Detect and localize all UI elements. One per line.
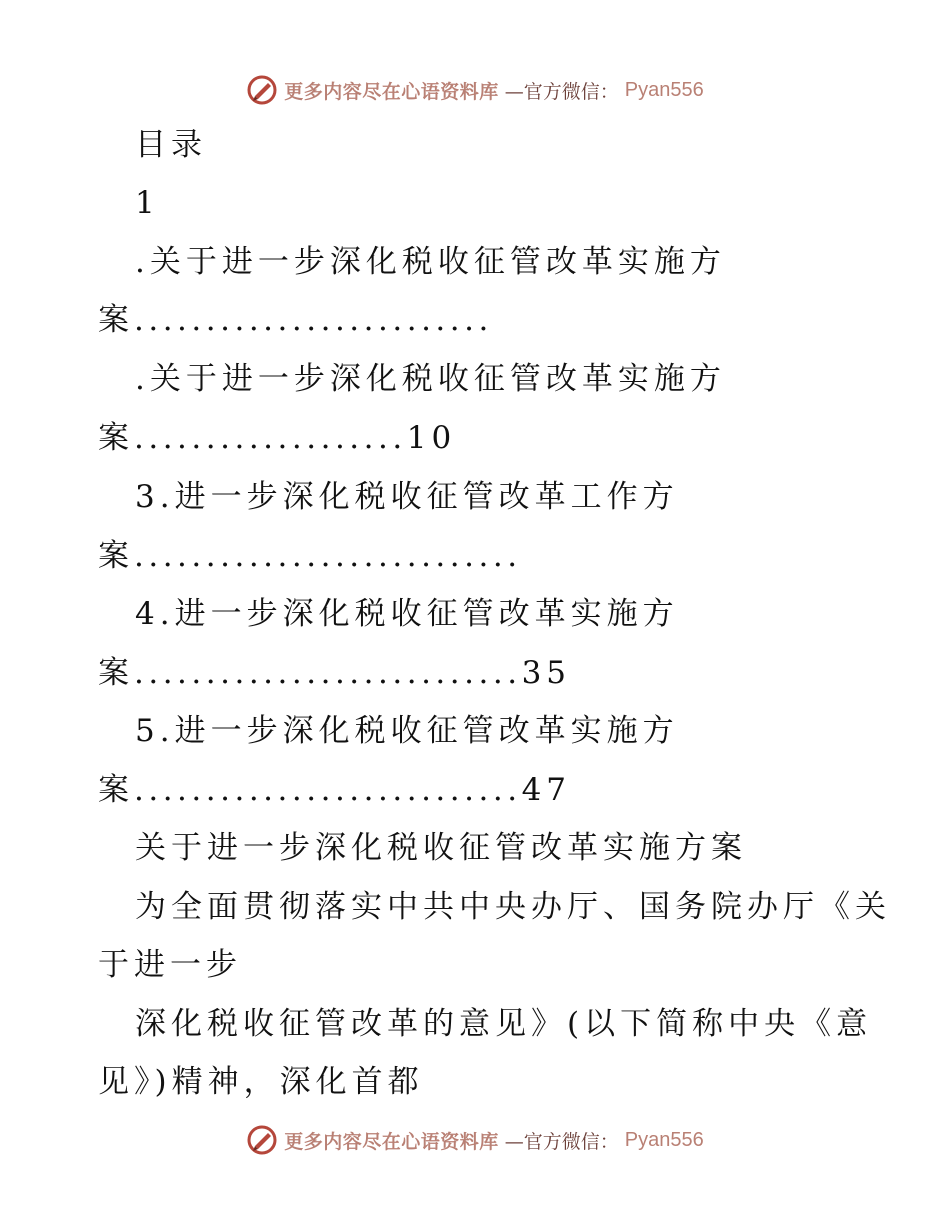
watermark-dash-text: —官方微信： (504, 1130, 619, 1153)
toc-entry-title: 4.进一步深化税收征管改革实施方 (135, 596, 679, 632)
document-title: 关于进一步深化税收征管改革实施方案 (135, 830, 747, 866)
toc-entry-tail: 案 (98, 538, 134, 574)
paragraph-line: 见》)精神，深化首都 (98, 1064, 424, 1100)
toc-entry-tail-line (98, 770, 571, 810)
toc-entry-leader-dots: ........................... (134, 655, 522, 691)
toc-entry-tail: 案 (98, 655, 134, 691)
toc-entry-tail-line (98, 418, 456, 458)
toc-entry-title: .关于进一步深化税收征管改革实施方 (135, 244, 726, 280)
toc-entry-tail: 案 (98, 420, 134, 456)
toc-entry-tail: 案 (98, 772, 134, 808)
toc-entry-tail-line (98, 653, 571, 693)
pen-logo-icon (246, 1124, 278, 1156)
watermark-banner-top (0, 70, 950, 110)
toc-entry-tail: 案 (98, 302, 134, 338)
toc-entry-leader-dots: ........................... (134, 772, 522, 808)
toc-heading: 目录 (135, 127, 207, 163)
watermark-banner-bottom (0, 1120, 950, 1160)
toc-entry-leader-dots: ......................... (134, 302, 493, 338)
toc-entry-title: 5.进一步深化税收征管改革实施方 (135, 713, 679, 749)
toc-entry-page: 35 (521, 655, 572, 691)
toc-entry-title: 3.进一步深化税收征管改革工作方 (135, 479, 679, 515)
toc-entry-page: 47 (521, 772, 572, 808)
paragraph-line: 深化税收征管改革的意见》(以下简称中央《意 (135, 1006, 873, 1042)
watermark-dash-text: —官方微信： (504, 80, 619, 103)
toc-entry-tail-line (98, 300, 493, 340)
toc-number-1: 1 (135, 185, 160, 221)
toc-entry-tail-line (98, 536, 522, 576)
watermark-wechat-id: Pyan556 (624, 1128, 704, 1151)
watermark-main-text: 更多内容尽在心语资料库 (284, 1130, 499, 1153)
toc-entry-title: .关于进一步深化税收征管改革实施方 (135, 361, 726, 397)
toc-entry-leader-dots: ........................... (134, 538, 522, 574)
watermark-main-text: 更多内容尽在心语资料库 (284, 80, 499, 103)
watermark-wechat-id: Pyan556 (624, 78, 704, 101)
pen-logo-icon (246, 74, 278, 106)
toc-entry-leader-dots: ................... (134, 420, 407, 456)
toc-entry-page: 10 (406, 420, 457, 456)
paragraph-line: 于进一步 (98, 947, 242, 983)
paragraph-line: 为全面贯彻落实中共中央办厅、国务院办厅《关 (135, 889, 891, 925)
